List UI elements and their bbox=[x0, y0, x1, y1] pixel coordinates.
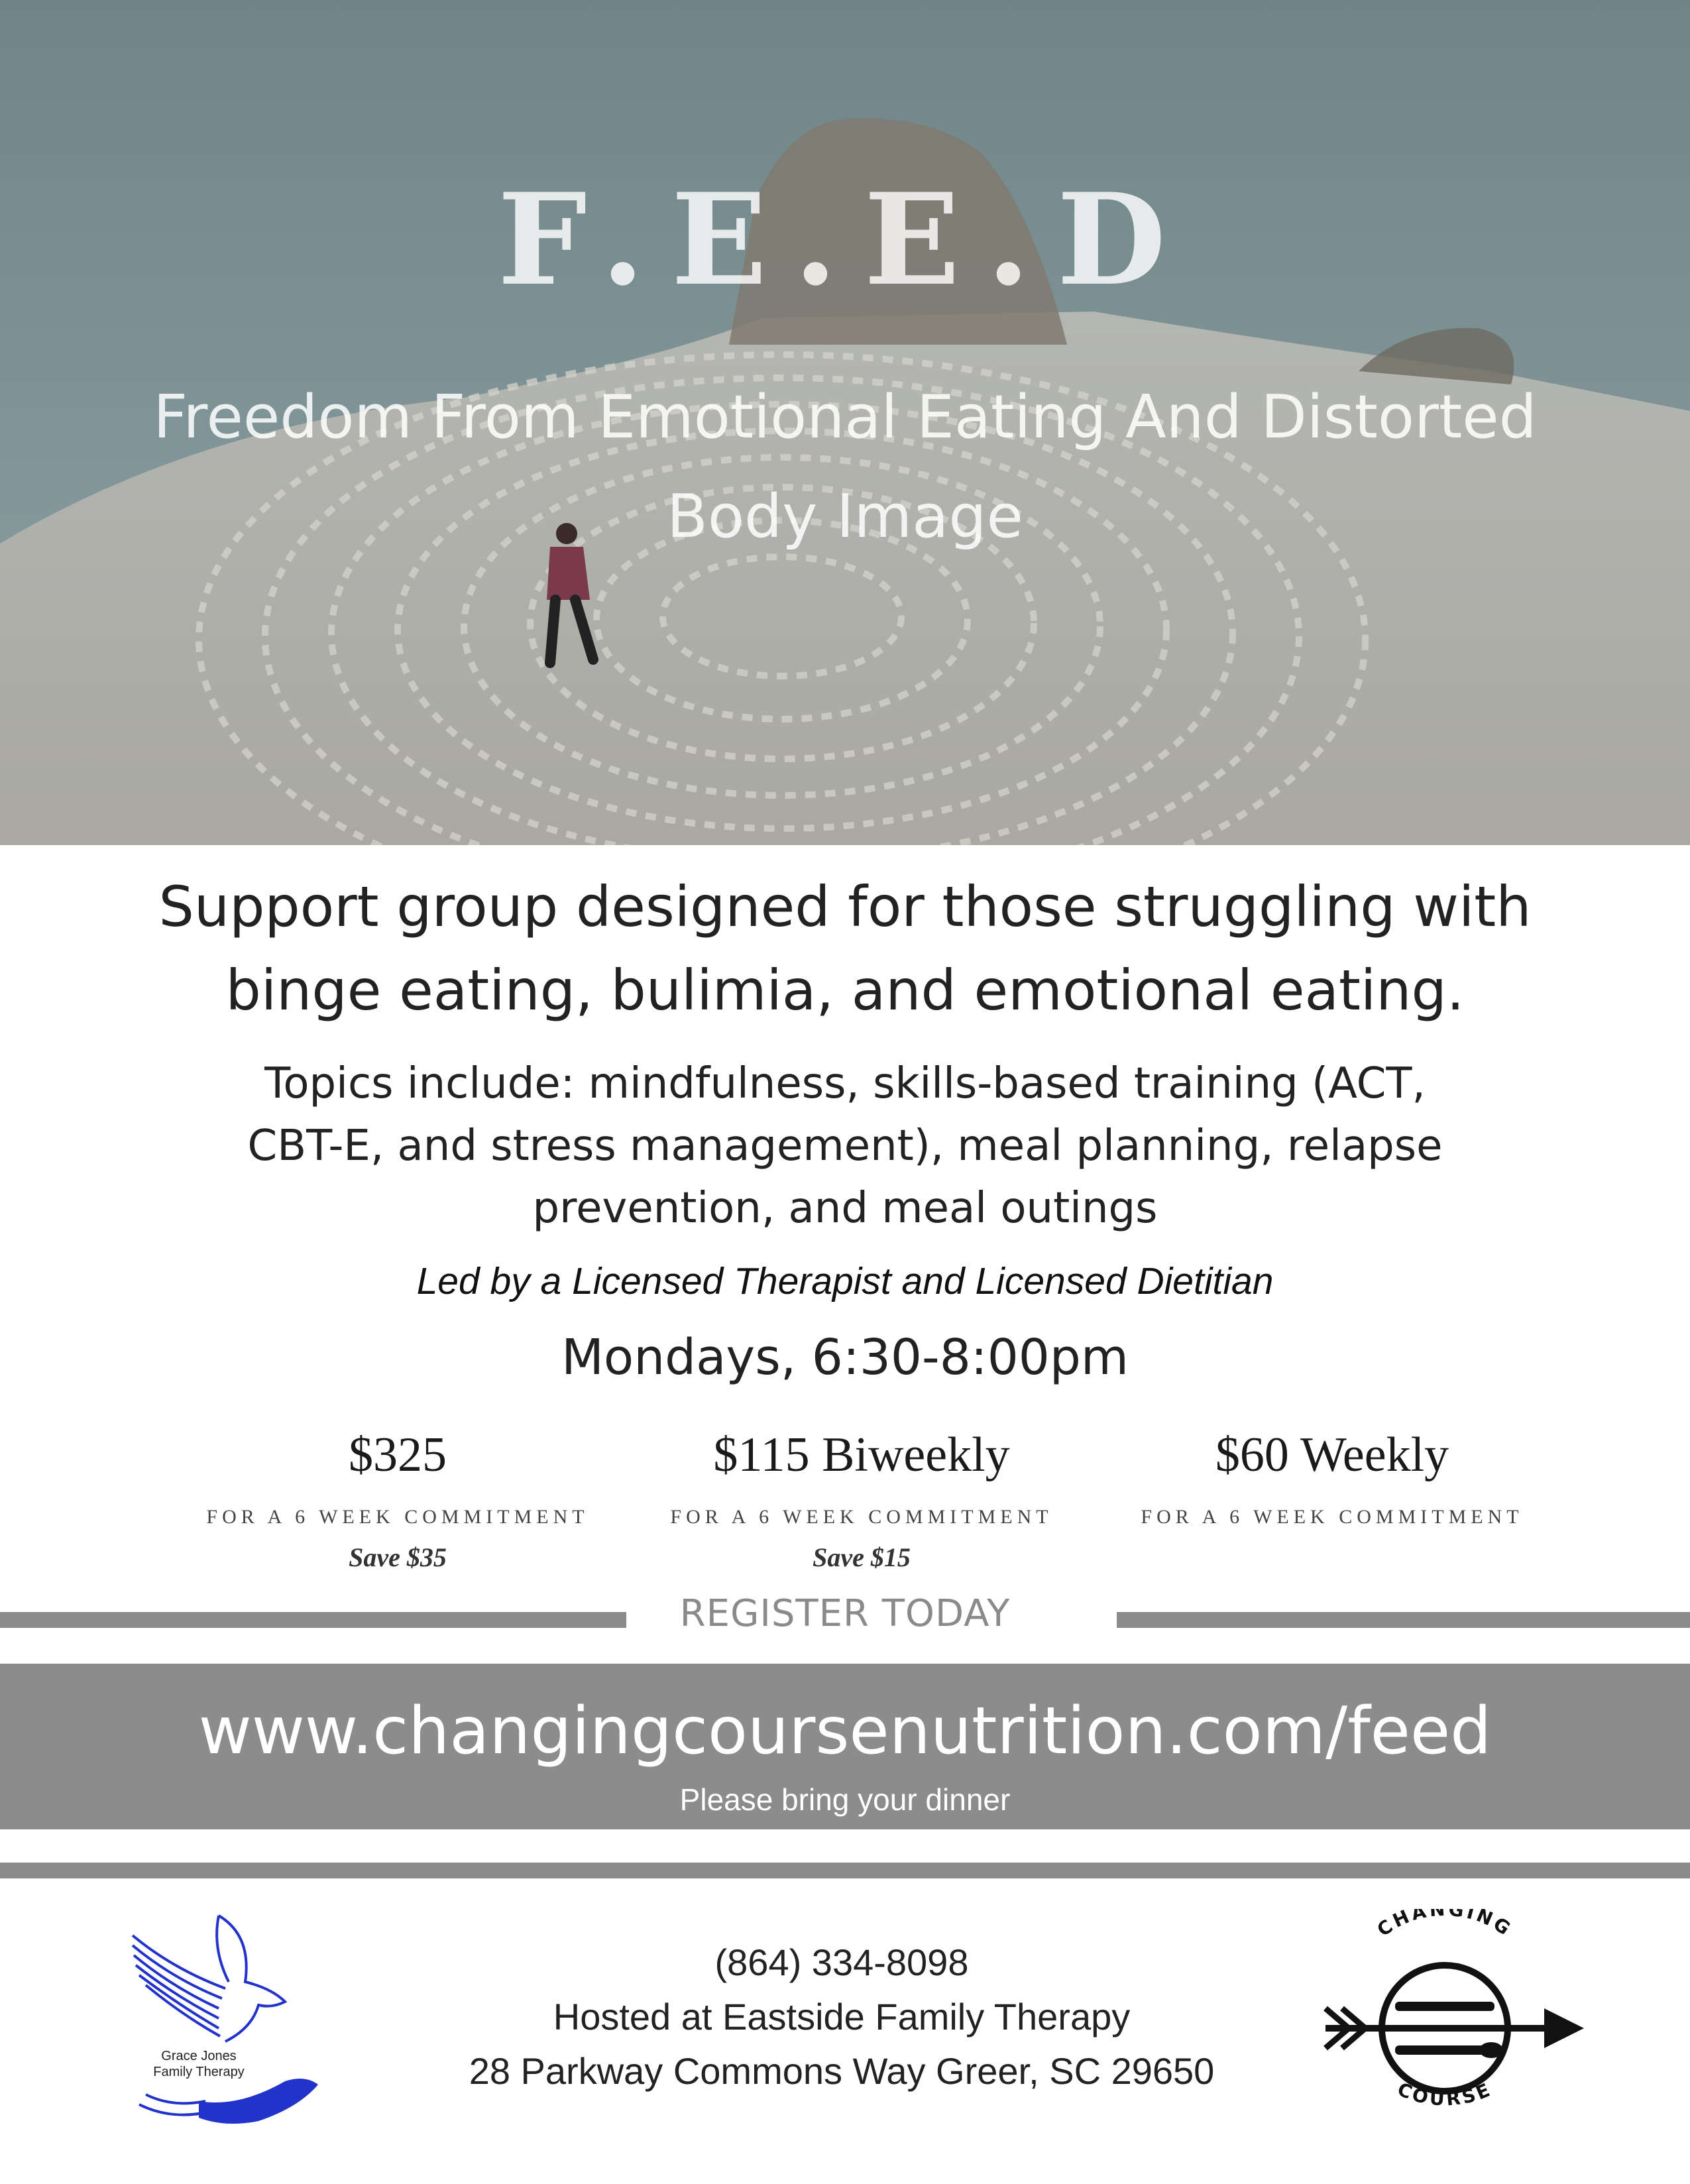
topics-line3: prevention, and meal outings bbox=[532, 1184, 1158, 1233]
logo-right-top-text: CHANGING bbox=[1373, 1909, 1517, 1941]
headline-line1: Support group designed for those struggling with bbox=[158, 874, 1532, 939]
price-option-biweekly bbox=[610, 1418, 1113, 1573]
utensils-arrow-icon bbox=[1312, 1909, 1591, 2128]
price-amount: $115 Biweekly bbox=[713, 1428, 1010, 1482]
logo-left-line1: Grace Jones bbox=[161, 2049, 237, 2063]
hero-title: F.E.E.D bbox=[497, 166, 1193, 314]
schedule-text: Mondays, 6:30-8:00pm bbox=[561, 1329, 1129, 1386]
footer-divider bbox=[0, 1863, 1690, 1878]
price-note: FOR A 6 WEEK COMMITMENT bbox=[1141, 1506, 1524, 1528]
phone-number[interactable]: (864) 334-8098 bbox=[714, 1941, 969, 1983]
register-rule-right bbox=[1117, 1612, 1690, 1628]
hero-subtitle-line2: Body Image bbox=[667, 482, 1023, 551]
changing-course-logo bbox=[1312, 1909, 1591, 2128]
logo-left-line2: Family Therapy bbox=[153, 2065, 245, 2079]
price-option-weekly bbox=[1080, 1418, 1584, 1542]
price-note: FOR A 6 WEEK COMMITMENT bbox=[206, 1506, 589, 1528]
address-text: 28 Parkway Commons Way Greer, SC 29650 bbox=[469, 2050, 1215, 2092]
hero-banner bbox=[0, 0, 1690, 845]
headline-line2: binge eating, bulimia, and emotional eating. bbox=[225, 958, 1465, 1023]
logo-right-bottom-text: COURSE bbox=[1394, 2078, 1496, 2110]
topics bbox=[199, 1053, 1491, 1239]
price-savings: Save $35 bbox=[349, 1542, 447, 1572]
hero-subtitle bbox=[66, 368, 1624, 567]
led-by-text: Led by a Licensed Therapist and Licensed Dietitian bbox=[416, 1260, 1274, 1302]
register-label: REGISTER TODAY bbox=[679, 1592, 1011, 1635]
price-option-full bbox=[146, 1418, 649, 1573]
dove-hand-icon bbox=[119, 1909, 358, 2134]
topics-line1: Topics include: mindfulness, skills-based training (ACT, bbox=[264, 1059, 1426, 1108]
contact-block bbox=[331, 1935, 1352, 2098]
price-savings: Save $15 bbox=[813, 1542, 911, 1572]
grace-jones-logo bbox=[119, 1909, 358, 2134]
price-amount: $325 bbox=[349, 1428, 447, 1482]
grace-jones-label bbox=[133, 2048, 265, 2080]
registration-link[interactable]: www.changingcoursenutrition.com/feed bbox=[198, 1694, 1492, 1769]
price-amount: $60 Weekly bbox=[1215, 1428, 1449, 1482]
hero-subtitle-line1: Freedom From Emotional Eating And Distorted bbox=[153, 382, 1537, 452]
host-text: Hosted at Eastside Family Therapy bbox=[553, 1996, 1131, 2038]
headline bbox=[99, 865, 1591, 1032]
price-note: FOR A 6 WEEK COMMITMENT bbox=[670, 1506, 1053, 1528]
dinner-note: Please bring your dinner bbox=[679, 1782, 1011, 1817]
topics-line2: CBT-E, and stress management), meal planning, relapse bbox=[247, 1121, 1443, 1171]
svg-text:CHANGING bbox=[1373, 1909, 1516, 1941]
